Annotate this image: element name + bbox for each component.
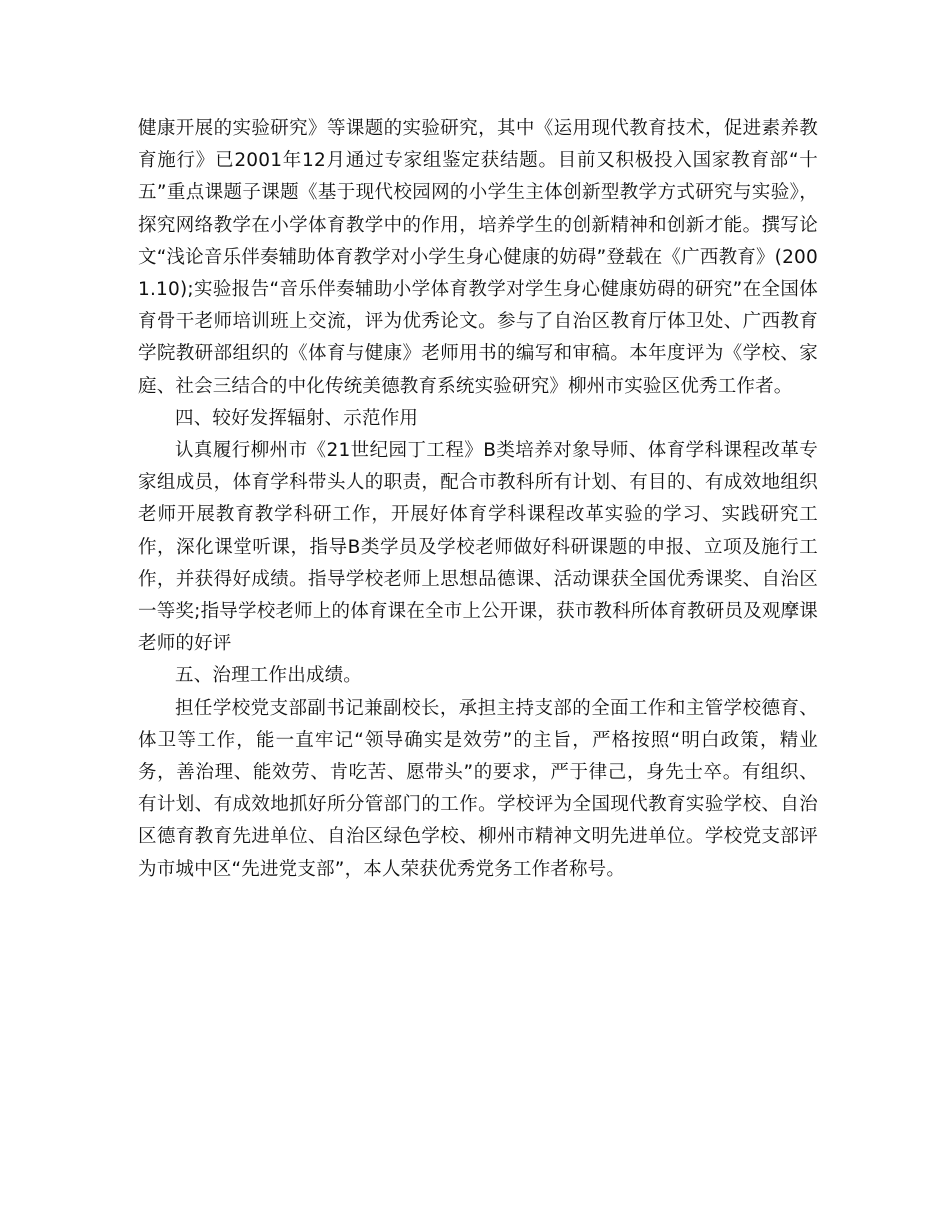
paragraph-demonstration-role: 认真履行柳州市《21世纪园丁工程》B类培养对象导师、体育学科课程改革专家组成员，体育学科带头人的职责，配合市教科所有计划、有目的、有成效地组织老师开展教育教学科研工作，开展好体育学科课程改革实验的学习、实践研究工作，深化课堂听课，指导B类学员及学校老师做好科研课题的申报、立项及施行工作，并获得好成绩。指导学校老师上思想品德课、活动课获全国优秀课奖、自治区一等奖;指导学校老师上的体育课在全市上公开课，获市教科所体育教研员及观摩课老师的好评 bbox=[138, 440, 818, 655]
document-page bbox=[138, 113, 818, 886]
section-heading-management: 五、治理工作出成绩。 bbox=[175, 665, 363, 687]
section-heading-demonstration: 四、较好发挥辐射、示范作用 bbox=[175, 407, 419, 429]
paragraph-research-continued: 健康开展的实验研究》等课题的实验研究，其中《运用现代教育技术，促进素养教育施行》已2001年12月通过专家组鉴定获结题。目前又积极投入国家教育部“十五”重点课题子课题《基于现代校园网的小学生主体创新型教学方式研究与实验》，探究网络教学在小学体育教学中的作用，培养学生的创新精神和创新才能。撰写论文“浅论音乐伴奏辅助体育教学对小学生身心健康的妨碍”登载在《广西教育》(2001.10);实验报告“音乐伴奏辅助小学体育教学对学生身心健康妨碍的研究”在全国体育骨干老师培训班上交流，评为优秀论文。参与了自治区教育厅体卫处、广西教育学院教研部组织的《体育与健康》老师用书的编写和审稿。本年度评为《学校、家庭、社会三结合的中化传统美德教育系统实验研究》柳州市实验区优秀工作者。 bbox=[138, 118, 818, 397]
paragraph-management-work: 担任学校党支部副书记兼副校长，承担主持支部的全面工作和主管学校德育、体卫等工作，能一直牢记“领导确实是效劳”的主旨，严格按照“明白政策，精业务，善治理、能效劳、肯吃苦、愿带头”的要求，严于律己，身先士卒。有组织、有计划、有成效地抓好所分管部门的工作。学校评为全国现代教育实验学校、自治区德育教育先进单位、自治区绿色学校、柳州市精神文明先进单位。学校党支部评为市城中区“先进党支部”，本人荣获优秀党务工作者称号。 bbox=[138, 697, 818, 880]
